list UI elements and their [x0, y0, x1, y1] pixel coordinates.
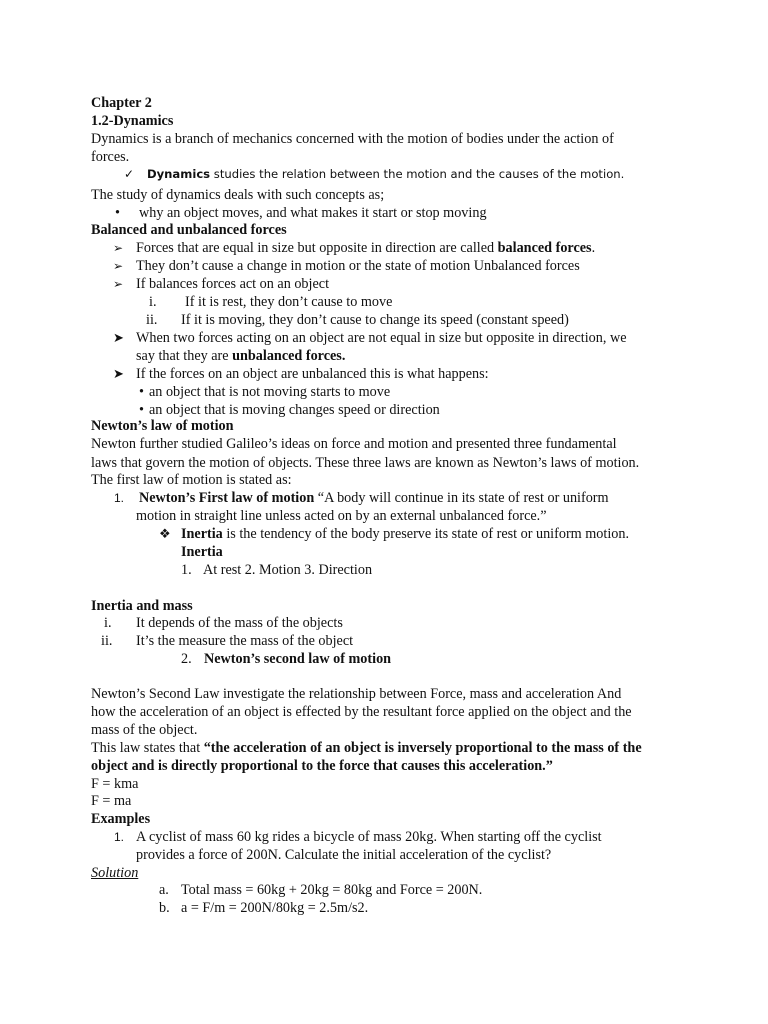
heading-balanced: Balanced and unbalanced forces — [91, 222, 287, 238]
diamond-bullet-icon: ❖ — [159, 526, 171, 541]
balanced-forces-term: balanced forces — [497, 240, 592, 256]
second-law-line-2: how the acceleration of an object is effected by the resultant force applied on the object and the — [91, 704, 632, 720]
unbalanced-line-2-text: say that they are — [136, 348, 233, 364]
formula-kma: F = kma — [91, 776, 139, 792]
newton-line-1: Newton further studied Galileo’s ideas on force and motion and presented three fundamental — [91, 436, 617, 452]
balanced-item-1-text: Forces that are equal in size but opposite in direction are called — [136, 240, 498, 256]
formula-ma: F = ma — [91, 793, 132, 809]
chapter-heading: Chapter 2 — [91, 95, 152, 111]
small-bullet-icon: • — [139, 384, 144, 400]
unbalanced-bullet-1: an object that is not moving starts to move — [149, 384, 391, 400]
section-heading: 1.2-Dynamics — [91, 113, 174, 129]
unbalanced-line-3: If the forces on an object are unbalanced this is what happens: — [136, 366, 489, 382]
list-number-2: 2. — [181, 651, 192, 667]
roman-marker-i: i. — [149, 294, 157, 310]
first-law-statement: “A body will continue in its state of rest or uniform — [314, 490, 609, 506]
roman-marker-i: i. — [104, 615, 112, 631]
arrow-bullet-icon: ➢ — [113, 241, 124, 255]
dynamics-note-text: studies the relation between the motion and the causes of the motion. — [210, 167, 625, 181]
solution-step-a: Total mass = 60kg + 20kg = 80kg and Force = 200N. — [181, 882, 483, 898]
inertia-definition — [181, 525, 629, 543]
first-law-line-2: motion in straight line unless acted on by an external unbalanced force.” — [136, 508, 547, 524]
first-law-line-1 — [139, 489, 609, 507]
second-law-heading: Newton’s second law of motion — [204, 651, 392, 667]
inertia-term: Inertia — [181, 526, 223, 542]
bullet-icon: • — [115, 205, 120, 221]
law-statement-quote: “the acceleration of an object is inversely proportional to the mass of the — [203, 740, 642, 756]
arrow-bullet-bold-icon: ➤ — [113, 330, 124, 345]
roman-marker-ii: ii. — [146, 312, 158, 328]
small-bullet-icon: • — [139, 402, 144, 418]
newton-line-3: The first law of motion is stated as: — [91, 472, 292, 488]
heading-newton: Newton’s law of motion — [91, 418, 234, 434]
arrow-bullet-bold-icon: ➤ — [113, 366, 124, 381]
unbalanced-line-2 — [136, 347, 345, 365]
arrow-bullet-icon: ➢ — [113, 277, 124, 291]
heading-inertia-mass: Inertia and mass — [91, 598, 193, 614]
balanced-item-3: If balances forces act on an object — [136, 276, 330, 292]
checkmark-icon: ✓ — [124, 167, 135, 181]
inertia-types: At rest 2. Motion 3. Direction — [203, 562, 373, 578]
intro-line-2: forces. — [91, 149, 130, 165]
roman-marker-ii: ii. — [101, 633, 113, 649]
solution-label: Solution — [91, 865, 139, 881]
mass-item-ii: It’s the measure the mass of the object — [136, 633, 354, 649]
bullet-why: why an object moves, and what makes it start or stop moving — [139, 205, 487, 221]
second-law-line-1: Newton’s Second Law investigate the relationship between Force, mass and acceleration And — [91, 686, 622, 702]
inertia-list-number: 1. — [181, 562, 192, 578]
mass-item-i: It depends of the mass of the objects — [136, 615, 343, 631]
inertia-definition-text: is the tendency of the body preserve its state of rest or uniform motion. — [222, 526, 629, 542]
unbalanced-forces-term: unbalanced forces. — [232, 348, 346, 364]
arrow-bullet-icon: ➢ — [113, 259, 124, 273]
study-line: The study of dynamics deals with such concepts as; — [91, 187, 385, 203]
balanced-item-1 — [136, 239, 595, 257]
unbalanced-line-1: When two forces acting on an object are not equal in size but opposite in direction, we — [136, 330, 627, 346]
solution-marker-b: b. — [159, 900, 170, 916]
newton-line-2: laws that govern the motion of objects. These three laws are known as Newton’s laws of motion. — [91, 455, 640, 471]
dynamics-note — [147, 165, 624, 183]
intro-line-1: Dynamics is a branch of mechanics concerned with the motion of bodies under the action of — [91, 131, 614, 147]
solution-step-b: a = F/m = 200N/80kg = 2.5m/s2. — [181, 900, 369, 916]
heading-examples: Examples — [91, 811, 151, 827]
law-statement-intro: This law states that — [91, 740, 204, 756]
unbalanced-bullet-2: an object that is moving changes speed or direction — [149, 402, 440, 418]
balanced-item-1-end: . — [591, 240, 596, 256]
law-statement-line-2: object and is directly proportional to the force that causes this acceleration.” — [91, 758, 553, 774]
list-number-1: 1. — [114, 491, 125, 505]
balanced-subitem-i: If it is rest, they don’t cause to move — [185, 294, 393, 310]
balanced-item-2: They don’t cause a change in motion or the state of motion Unbalanced forces — [136, 258, 580, 274]
second-law-line-3: mass of the object. — [91, 722, 198, 738]
dynamics-note-bold: Dynamics — [147, 167, 211, 181]
example-line-1: A cyclist of mass 60 kg rides a bicycle of mass 20kg. When starting off the cyclist — [136, 829, 602, 845]
inertia-subheading: Inertia — [181, 544, 223, 560]
solution-marker-a: a. — [159, 882, 169, 898]
example-line-2: provides a force of 200N. Calculate the initial acceleration of the cyclist? — [136, 847, 552, 863]
first-law-title: Newton’s First law of motion — [139, 490, 315, 506]
example-number-1: 1. — [114, 830, 125, 844]
law-statement-line-1 — [91, 739, 642, 757]
balanced-subitem-ii: If it is moving, they don’t cause to change its speed (constant speed) — [181, 312, 569, 328]
